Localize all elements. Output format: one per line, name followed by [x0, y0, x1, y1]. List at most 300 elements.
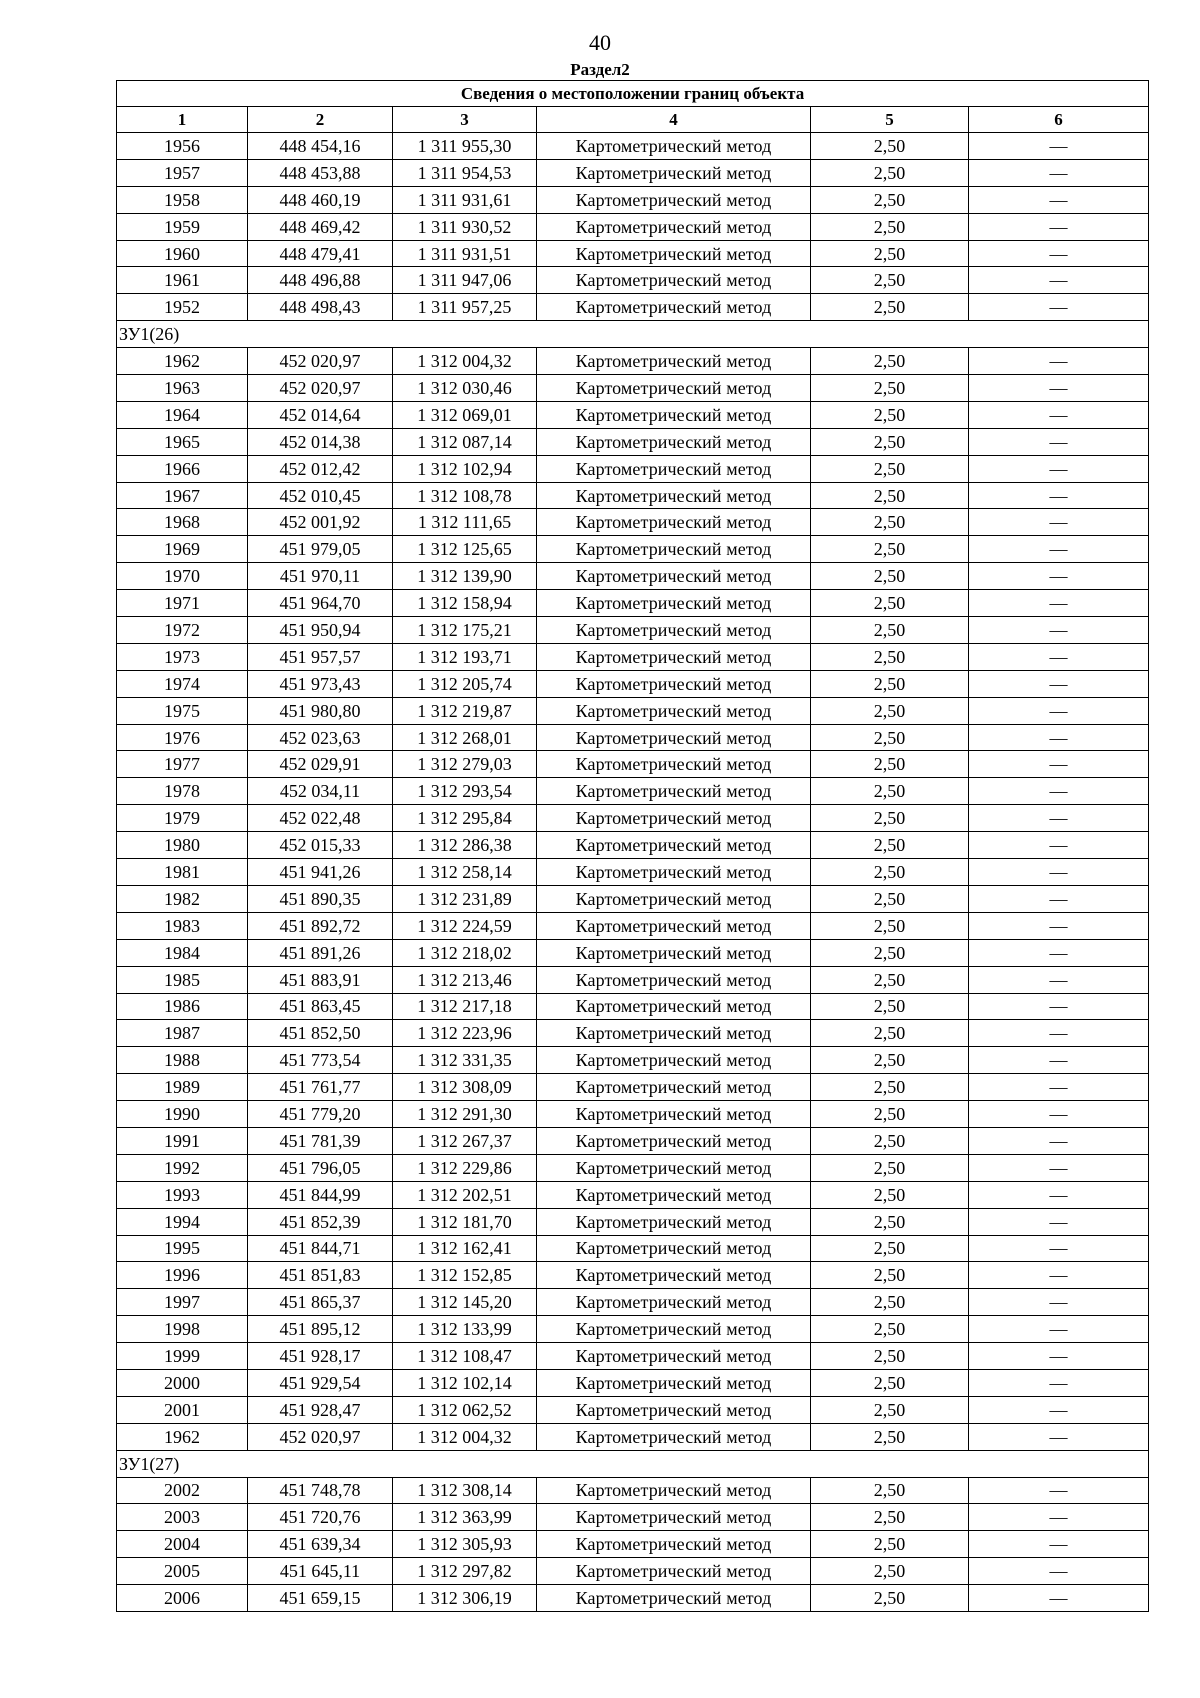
point-number-cell: 1995 [117, 1235, 248, 1262]
method-cell: Картометрический метод [537, 213, 811, 240]
y-coordinate-cell: 1 312 293,54 [393, 778, 537, 805]
accuracy-cell: 2,50 [811, 133, 969, 160]
x-coordinate-cell: 451 852,50 [248, 1020, 393, 1047]
point-number-cell: 2002 [117, 1477, 248, 1504]
accuracy-cell: 2,50 [811, 885, 969, 912]
description-cell: — [969, 1369, 1149, 1396]
y-coordinate-cell: 1 312 087,14 [393, 428, 537, 455]
accuracy-cell: 2,50 [811, 939, 969, 966]
method-cell: Картометрический метод [537, 885, 811, 912]
description-cell: — [969, 993, 1149, 1020]
column-number-6: 6 [969, 107, 1149, 133]
x-coordinate-cell: 452 020,97 [248, 375, 393, 402]
description-cell: — [969, 1289, 1149, 1316]
column-number-3: 3 [393, 107, 537, 133]
y-coordinate-cell: 1 311 930,52 [393, 213, 537, 240]
x-coordinate-cell: 452 020,97 [248, 348, 393, 375]
point-number-cell: 2004 [117, 1531, 248, 1558]
y-coordinate-cell: 1 312 145,20 [393, 1289, 537, 1316]
accuracy-cell: 2,50 [811, 375, 969, 402]
method-cell: Картометрический метод [537, 859, 811, 886]
group-label: ЗУ1(27) [117, 1450, 1149, 1477]
description-cell: — [969, 724, 1149, 751]
y-coordinate-cell: 1 312 291,30 [393, 1101, 537, 1128]
method-cell: Картометрический метод [537, 1235, 811, 1262]
method-cell: Картометрический метод [537, 1531, 811, 1558]
accuracy-cell: 2,50 [811, 778, 969, 805]
y-coordinate-cell: 1 312 267,37 [393, 1127, 537, 1154]
table-row [117, 939, 1149, 966]
method-cell: Картометрический метод [537, 428, 811, 455]
method-cell: Картометрический метод [537, 670, 811, 697]
accuracy-cell: 2,50 [811, 348, 969, 375]
description-cell: — [969, 939, 1149, 966]
point-number-cell: 1997 [117, 1289, 248, 1316]
point-number-cell: 1972 [117, 617, 248, 644]
table-row [117, 670, 1149, 697]
accuracy-cell: 2,50 [811, 1181, 969, 1208]
y-coordinate-cell: 1 312 217,18 [393, 993, 537, 1020]
description-cell: — [969, 1262, 1149, 1289]
point-number-cell: 1983 [117, 912, 248, 939]
column-number-4: 4 [537, 107, 811, 133]
description-cell: — [969, 1504, 1149, 1531]
table-caption: Сведения о местоположении границ объекта [117, 81, 1149, 107]
table-row [117, 267, 1149, 294]
table-row [117, 1531, 1149, 1558]
method-cell: Картометрический метод [537, 1558, 811, 1585]
description-cell: — [969, 1127, 1149, 1154]
y-coordinate-cell: 1 312 193,71 [393, 643, 537, 670]
method-cell: Картометрический метод [537, 375, 811, 402]
description-cell: — [969, 455, 1149, 482]
x-coordinate-cell: 452 029,91 [248, 751, 393, 778]
x-coordinate-cell: 452 014,38 [248, 428, 393, 455]
x-coordinate-cell: 448 453,88 [248, 159, 393, 186]
point-number-cell: 1979 [117, 805, 248, 832]
method-cell: Картометрический метод [537, 267, 811, 294]
method-cell: Картометрический метод [537, 1074, 811, 1101]
accuracy-cell: 2,50 [811, 670, 969, 697]
point-number-cell: 2000 [117, 1369, 248, 1396]
point-number-cell: 1963 [117, 375, 248, 402]
accuracy-cell: 2,50 [811, 213, 969, 240]
description-cell: — [969, 617, 1149, 644]
method-cell: Картометрический метод [537, 751, 811, 778]
description-cell: — [969, 670, 1149, 697]
description-cell: — [969, 912, 1149, 939]
table-row [117, 563, 1149, 590]
accuracy-cell: 2,50 [811, 186, 969, 213]
x-coordinate-cell: 451 781,39 [248, 1127, 393, 1154]
table-row [117, 590, 1149, 617]
table-row [117, 966, 1149, 993]
point-number-cell: 1962 [117, 1423, 248, 1450]
point-number-cell: 1975 [117, 697, 248, 724]
column-number-row [117, 107, 1149, 133]
table-row [117, 240, 1149, 267]
table-caption-row [117, 81, 1149, 107]
table-row [117, 294, 1149, 321]
method-cell: Картометрический метод [537, 1504, 811, 1531]
method-cell: Картометрический метод [537, 1101, 811, 1128]
description-cell: — [969, 133, 1149, 160]
y-coordinate-cell: 1 312 162,41 [393, 1235, 537, 1262]
description-cell: — [969, 240, 1149, 267]
x-coordinate-cell: 451 659,15 [248, 1585, 393, 1612]
point-number-cell: 1970 [117, 563, 248, 590]
point-number-cell: 1952 [117, 294, 248, 321]
y-coordinate-cell: 1 312 004,32 [393, 348, 537, 375]
description-cell: — [969, 885, 1149, 912]
method-cell: Картометрический метод [537, 778, 811, 805]
method-cell: Картометрический метод [537, 401, 811, 428]
method-cell: Картометрический метод [537, 1477, 811, 1504]
section-title: Раздел2 [570, 60, 630, 79]
table-row [117, 375, 1149, 402]
accuracy-cell: 2,50 [811, 859, 969, 886]
method-cell: Картометрический метод [537, 455, 811, 482]
point-number-cell: 1977 [117, 751, 248, 778]
accuracy-cell: 2,50 [811, 159, 969, 186]
x-coordinate-cell: 451 852,39 [248, 1208, 393, 1235]
method-cell: Картометрический метод [537, 1154, 811, 1181]
description-cell: — [969, 482, 1149, 509]
point-number-cell: 1973 [117, 643, 248, 670]
table-row [117, 1369, 1149, 1396]
y-coordinate-cell: 1 312 229,86 [393, 1154, 537, 1181]
x-coordinate-cell: 451 779,20 [248, 1101, 393, 1128]
description-cell: — [969, 697, 1149, 724]
x-coordinate-cell: 452 001,92 [248, 509, 393, 536]
description-cell: — [969, 401, 1149, 428]
accuracy-cell: 2,50 [811, 1369, 969, 1396]
method-cell: Картометрический метод [537, 805, 811, 832]
method-cell: Картометрический метод [537, 294, 811, 321]
x-coordinate-cell: 451 844,99 [248, 1181, 393, 1208]
table-row [117, 1585, 1149, 1612]
y-coordinate-cell: 1 312 297,82 [393, 1558, 537, 1585]
table-row [117, 724, 1149, 751]
table-row [117, 912, 1149, 939]
y-coordinate-cell: 1 312 218,02 [393, 939, 537, 966]
group-header-row [117, 321, 1149, 348]
y-coordinate-cell: 1 312 223,96 [393, 1020, 537, 1047]
point-number-cell: 1999 [117, 1343, 248, 1370]
description-cell: — [969, 643, 1149, 670]
y-coordinate-cell: 1 312 133,99 [393, 1316, 537, 1343]
y-coordinate-cell: 1 312 108,78 [393, 482, 537, 509]
x-coordinate-cell: 451 980,80 [248, 697, 393, 724]
method-cell: Картометрический метод [537, 590, 811, 617]
column-number-1: 1 [117, 107, 248, 133]
x-coordinate-cell: 452 020,97 [248, 1423, 393, 1450]
y-coordinate-cell: 1 312 004,32 [393, 1423, 537, 1450]
method-cell: Картометрический метод [537, 1020, 811, 1047]
accuracy-cell: 2,50 [811, 536, 969, 563]
table-row [117, 536, 1149, 563]
table-row [117, 1127, 1149, 1154]
accuracy-cell: 2,50 [811, 1531, 969, 1558]
x-coordinate-cell: 451 941,26 [248, 859, 393, 886]
x-coordinate-cell: 451 973,43 [248, 670, 393, 697]
description-cell: — [969, 859, 1149, 886]
x-coordinate-cell: 452 012,42 [248, 455, 393, 482]
group-header-row [117, 1450, 1149, 1477]
accuracy-cell: 2,50 [811, 1477, 969, 1504]
point-number-cell: 2005 [117, 1558, 248, 1585]
table-row [117, 1181, 1149, 1208]
y-coordinate-cell: 1 312 069,01 [393, 401, 537, 428]
accuracy-cell: 2,50 [811, 455, 969, 482]
accuracy-cell: 2,50 [811, 724, 969, 751]
point-number-cell: 1980 [117, 832, 248, 859]
table-row [117, 348, 1149, 375]
point-number-cell: 1984 [117, 939, 248, 966]
x-coordinate-cell: 451 645,11 [248, 1558, 393, 1585]
method-cell: Картометрический метод [537, 1585, 811, 1612]
description-cell: — [969, 159, 1149, 186]
y-coordinate-cell: 1 312 331,35 [393, 1047, 537, 1074]
description-cell: — [969, 751, 1149, 778]
point-number-cell: 1990 [117, 1101, 248, 1128]
point-number-cell: 1966 [117, 455, 248, 482]
point-number-cell: 2006 [117, 1585, 248, 1612]
y-coordinate-cell: 1 312 102,94 [393, 455, 537, 482]
table-row [117, 455, 1149, 482]
table-row [117, 751, 1149, 778]
y-coordinate-cell: 1 312 279,03 [393, 751, 537, 778]
table-row [117, 1020, 1149, 1047]
description-cell: — [969, 186, 1149, 213]
method-cell: Картометрический метод [537, 617, 811, 644]
accuracy-cell: 2,50 [811, 1127, 969, 1154]
point-number-cell: 1958 [117, 186, 248, 213]
table-row [117, 805, 1149, 832]
point-number-cell: 1967 [117, 482, 248, 509]
method-cell: Картометрический метод [537, 966, 811, 993]
x-coordinate-cell: 451 761,77 [248, 1074, 393, 1101]
x-coordinate-cell: 451 892,72 [248, 912, 393, 939]
table-row [117, 1262, 1149, 1289]
description-cell: — [969, 1235, 1149, 1262]
point-number-cell: 1971 [117, 590, 248, 617]
y-coordinate-cell: 1 312 308,14 [393, 1477, 537, 1504]
method-cell: Картометрический метод [537, 1262, 811, 1289]
x-coordinate-cell: 451 883,91 [248, 966, 393, 993]
table-row [117, 1047, 1149, 1074]
table-row [117, 1477, 1149, 1504]
method-cell: Картометрический метод [537, 240, 811, 267]
y-coordinate-cell: 1 311 957,25 [393, 294, 537, 321]
x-coordinate-cell: 448 498,43 [248, 294, 393, 321]
accuracy-cell: 2,50 [811, 617, 969, 644]
accuracy-cell: 2,50 [811, 1316, 969, 1343]
x-coordinate-cell: 452 014,64 [248, 401, 393, 428]
y-coordinate-cell: 1 312 308,09 [393, 1074, 537, 1101]
y-coordinate-cell: 1 312 305,93 [393, 1531, 537, 1558]
accuracy-cell: 2,50 [811, 1558, 969, 1585]
accuracy-cell: 2,50 [811, 1208, 969, 1235]
method-cell: Картометрический метод [537, 159, 811, 186]
accuracy-cell: 2,50 [811, 401, 969, 428]
point-number-cell: 1969 [117, 536, 248, 563]
method-cell: Картометрический метод [537, 993, 811, 1020]
accuracy-cell: 2,50 [811, 1423, 969, 1450]
boundary-coordinates-table [116, 80, 1149, 1612]
accuracy-cell: 2,50 [811, 1154, 969, 1181]
method-cell: Картометрический метод [537, 724, 811, 751]
accuracy-cell: 2,50 [811, 993, 969, 1020]
y-coordinate-cell: 1 311 931,51 [393, 240, 537, 267]
x-coordinate-cell: 451 796,05 [248, 1154, 393, 1181]
y-coordinate-cell: 1 312 306,19 [393, 1585, 537, 1612]
accuracy-cell: 2,50 [811, 1343, 969, 1370]
accuracy-cell: 2,50 [811, 590, 969, 617]
x-coordinate-cell: 452 034,11 [248, 778, 393, 805]
method-cell: Картометрический метод [537, 133, 811, 160]
point-number-cell: 2001 [117, 1396, 248, 1423]
y-coordinate-cell: 1 312 363,99 [393, 1504, 537, 1531]
x-coordinate-cell: 451 773,54 [248, 1047, 393, 1074]
x-coordinate-cell: 452 015,33 [248, 832, 393, 859]
description-cell: — [969, 966, 1149, 993]
accuracy-cell: 2,50 [811, 509, 969, 536]
description-cell: — [969, 375, 1149, 402]
description-cell: — [969, 1585, 1149, 1612]
point-number-cell: 2003 [117, 1504, 248, 1531]
description-cell: — [969, 1047, 1149, 1074]
description-cell: — [969, 1316, 1149, 1343]
description-cell: — [969, 1101, 1149, 1128]
table-row [117, 993, 1149, 1020]
table-row [117, 1074, 1149, 1101]
table-row [117, 1235, 1149, 1262]
y-coordinate-cell: 1 311 955,30 [393, 133, 537, 160]
table-row [117, 1558, 1149, 1585]
description-cell: — [969, 294, 1149, 321]
table-row [117, 186, 1149, 213]
point-number-cell: 1976 [117, 724, 248, 751]
point-number-cell: 1956 [117, 133, 248, 160]
y-coordinate-cell: 1 312 219,87 [393, 697, 537, 724]
accuracy-cell: 2,50 [811, 805, 969, 832]
method-cell: Картометрический метод [537, 1047, 811, 1074]
table-row [117, 509, 1149, 536]
accuracy-cell: 2,50 [811, 751, 969, 778]
y-coordinate-cell: 1 312 286,38 [393, 832, 537, 859]
y-coordinate-cell: 1 311 954,53 [393, 159, 537, 186]
accuracy-cell: 2,50 [811, 1504, 969, 1531]
description-cell: — [969, 509, 1149, 536]
table-row [117, 859, 1149, 886]
table-row [117, 1101, 1149, 1128]
method-cell: Картометрический метод [537, 1208, 811, 1235]
method-cell: Картометрический метод [537, 1423, 811, 1450]
accuracy-cell: 2,50 [811, 643, 969, 670]
y-coordinate-cell: 1 312 295,84 [393, 805, 537, 832]
x-coordinate-cell: 451 720,76 [248, 1504, 393, 1531]
accuracy-cell: 2,50 [811, 912, 969, 939]
table-row [117, 1208, 1149, 1235]
table-row [117, 885, 1149, 912]
x-coordinate-cell: 451 748,78 [248, 1477, 393, 1504]
y-coordinate-cell: 1 312 202,51 [393, 1181, 537, 1208]
x-coordinate-cell: 451 895,12 [248, 1316, 393, 1343]
accuracy-cell: 2,50 [811, 1289, 969, 1316]
x-coordinate-cell: 451 929,54 [248, 1369, 393, 1396]
accuracy-cell: 2,50 [811, 1235, 969, 1262]
x-coordinate-cell: 448 460,19 [248, 186, 393, 213]
point-number-cell: 1988 [117, 1047, 248, 1074]
x-coordinate-cell: 451 964,70 [248, 590, 393, 617]
table-row [117, 697, 1149, 724]
point-number-cell: 1965 [117, 428, 248, 455]
description-cell: — [969, 267, 1149, 294]
description-cell: — [969, 428, 1149, 455]
y-coordinate-cell: 1 312 102,14 [393, 1369, 537, 1396]
y-coordinate-cell: 1 311 947,06 [393, 267, 537, 294]
y-coordinate-cell: 1 312 205,74 [393, 670, 537, 697]
point-number-cell: 1992 [117, 1154, 248, 1181]
table-row [117, 1289, 1149, 1316]
point-number-cell: 1998 [117, 1316, 248, 1343]
description-cell: — [969, 1020, 1149, 1047]
x-coordinate-cell: 451 851,83 [248, 1262, 393, 1289]
method-cell: Картометрический метод [537, 1396, 811, 1423]
point-number-cell: 1960 [117, 240, 248, 267]
method-cell: Картометрический метод [537, 536, 811, 563]
y-coordinate-cell: 1 312 108,47 [393, 1343, 537, 1370]
y-coordinate-cell: 1 312 181,70 [393, 1208, 537, 1235]
x-coordinate-cell: 452 023,63 [248, 724, 393, 751]
y-coordinate-cell: 1 312 258,14 [393, 859, 537, 886]
description-cell: — [969, 1208, 1149, 1235]
column-number-5: 5 [811, 107, 969, 133]
x-coordinate-cell: 451 957,57 [248, 643, 393, 670]
method-cell: Картометрический метод [537, 939, 811, 966]
table-row [117, 1154, 1149, 1181]
description-cell: — [969, 805, 1149, 832]
point-number-cell: 1957 [117, 159, 248, 186]
description-cell: — [969, 563, 1149, 590]
x-coordinate-cell: 448 479,41 [248, 240, 393, 267]
point-number-cell: 1987 [117, 1020, 248, 1047]
point-number-cell: 1981 [117, 859, 248, 886]
x-coordinate-cell: 451 639,34 [248, 1531, 393, 1558]
description-cell: — [969, 1531, 1149, 1558]
table-row [117, 482, 1149, 509]
point-number-cell: 1996 [117, 1262, 248, 1289]
x-coordinate-cell: 448 496,88 [248, 267, 393, 294]
table-row [117, 832, 1149, 859]
point-number-cell: 1991 [117, 1127, 248, 1154]
y-coordinate-cell: 1 311 931,61 [393, 186, 537, 213]
accuracy-cell: 2,50 [811, 1585, 969, 1612]
method-cell: Картометрический метод [537, 1289, 811, 1316]
x-coordinate-cell: 452 010,45 [248, 482, 393, 509]
description-cell: — [969, 1477, 1149, 1504]
accuracy-cell: 2,50 [811, 1262, 969, 1289]
method-cell: Картометрический метод [537, 643, 811, 670]
x-coordinate-cell: 451 891,26 [248, 939, 393, 966]
table-row [117, 428, 1149, 455]
y-coordinate-cell: 1 312 213,46 [393, 966, 537, 993]
method-cell: Картометрический метод [537, 482, 811, 509]
method-cell: Картометрический метод [537, 697, 811, 724]
accuracy-cell: 2,50 [811, 1101, 969, 1128]
accuracy-cell: 2,50 [811, 697, 969, 724]
